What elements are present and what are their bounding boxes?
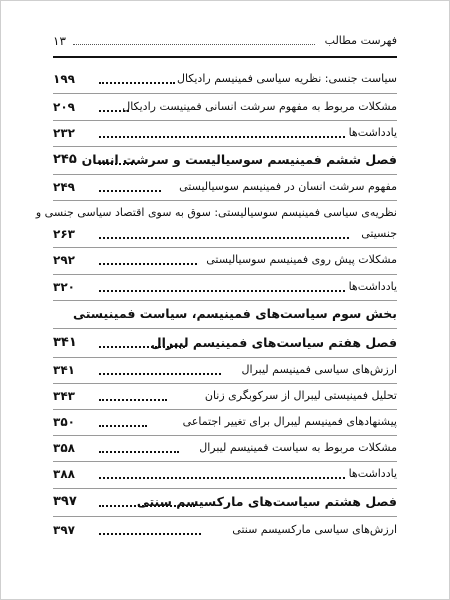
row-separator xyxy=(53,274,397,275)
leader-dots xyxy=(99,82,175,84)
toc-entry-title: ارزش‌های سیاسی مارکسیسم سنتی xyxy=(232,523,397,536)
toc-part-heading xyxy=(53,304,397,324)
leader-dots xyxy=(99,263,197,265)
leader-dots xyxy=(99,346,185,348)
toc-entry-page: ۲۰۹ xyxy=(53,100,75,114)
toc-entry xyxy=(53,69,397,89)
row-separator xyxy=(53,174,397,175)
header-rule xyxy=(53,56,397,58)
row-separator xyxy=(53,200,397,201)
toc-entry-title: یادداشت‌ها xyxy=(348,280,397,293)
toc-entry-title: پیشنهادهای فمینیسم لیبرال برای تغییر اجتماعی xyxy=(182,415,397,428)
leader-dots xyxy=(99,190,161,192)
leader-dots xyxy=(99,477,345,479)
row-separator xyxy=(53,146,397,147)
row-separator xyxy=(53,409,397,410)
toc-entry-title: ارزش‌های سیاسی فمینیسم لیبرال xyxy=(241,363,397,376)
toc-entry-title: فصل هشتم سیاست‌های مارکسیسم سنتی xyxy=(136,494,397,509)
toc-entry-page: ۳۸۸ xyxy=(53,467,75,481)
toc-entry xyxy=(53,520,397,540)
toc-entry xyxy=(53,277,397,297)
toc-entry-page: ۲۶۳ xyxy=(53,227,75,241)
toc-entry-title-line2: جنسیتی xyxy=(361,227,397,240)
row-separator xyxy=(53,120,397,121)
toc-entry-page: ۳۴۱ xyxy=(53,335,77,350)
toc-entry xyxy=(53,438,397,458)
toc-entry-title-line1: نظریه‌ی سیاسی فمینیسم سوسیالیستی: سوق به سوی اقتصاد سیاسی جنسی و xyxy=(35,206,397,219)
row-separator xyxy=(53,93,397,94)
toc-entry xyxy=(53,97,397,117)
toc-entry-title: مفهوم سرشت انسان در فمینیسم سوسیالیستی xyxy=(179,180,397,193)
leader-dots xyxy=(99,399,167,401)
toc-entry xyxy=(53,250,397,270)
toc-entry-title: سیاست جنسی: نظریه سیاسی فمینیسم رادیکال xyxy=(176,72,397,85)
row-separator xyxy=(53,488,397,489)
toc-entry xyxy=(53,464,397,484)
toc-entry-title: یادداشت‌ها xyxy=(348,467,397,480)
toc-entry-title: یادداشت‌ها xyxy=(348,126,397,139)
toc-entry-page: ۳۵۸ xyxy=(53,441,75,455)
leader-dots xyxy=(99,290,345,292)
toc-entry-page: ۳۹۷ xyxy=(53,494,77,509)
toc-entry-title: فصل هفتم سیاست‌های فمینیسم لیبرال xyxy=(150,335,397,350)
toc-entry-page: ۲۴۹ xyxy=(53,180,75,194)
row-separator xyxy=(53,516,397,517)
toc-entry xyxy=(53,360,397,380)
leader-dots xyxy=(99,237,349,239)
row-separator xyxy=(53,247,397,248)
toc-entry-page: ۳۹۷ xyxy=(53,523,75,537)
row-separator xyxy=(53,300,397,301)
toc-entry-title: فصل ششم فمینیسم سوسیالیست و سرشت انسان xyxy=(81,152,397,167)
toc-entry-page: ۲۹۲ xyxy=(53,253,75,267)
row-separator xyxy=(53,357,397,358)
toc-entry-page: ۱۹۹ xyxy=(53,72,75,86)
row-separator xyxy=(53,461,397,462)
toc-chapter-heading xyxy=(53,333,397,353)
toc-chapter-heading xyxy=(53,492,397,512)
toc-chapter-heading xyxy=(53,150,397,170)
toc-entry-page: ۳۲۰ xyxy=(53,280,75,294)
row-separator xyxy=(53,328,397,329)
toc-entry-page: ۳۵۰ xyxy=(53,415,75,429)
leader-dots xyxy=(99,451,179,453)
running-header xyxy=(53,34,397,52)
header-leader-dots xyxy=(73,44,315,45)
toc-entry xyxy=(53,123,397,143)
header-page-number: ۱۳ xyxy=(53,34,66,48)
toc-entry xyxy=(53,224,397,244)
leader-dots xyxy=(99,533,201,535)
toc-entry xyxy=(53,386,397,406)
toc-entry-page: ۳۴۳ xyxy=(53,389,75,403)
toc-entry-page: ۲۳۲ xyxy=(53,126,75,140)
leader-dots xyxy=(99,110,129,112)
row-separator xyxy=(53,435,397,436)
leader-dots xyxy=(99,373,221,375)
toc-entry-page: ۲۴۵ xyxy=(53,152,77,167)
toc-entry-title: مشکلات مربوط به سیاست فمینیسم لیبرال xyxy=(199,441,397,454)
leader-dots xyxy=(99,163,137,165)
toc-entry-title: مشکلات پیش روی فمینیسم سوسیالیستی xyxy=(206,253,397,266)
header-title: فهرست مطالب xyxy=(324,34,397,47)
toc-entry xyxy=(35,203,397,223)
toc-entry xyxy=(53,177,397,197)
leader-dots xyxy=(99,136,345,138)
toc-entry xyxy=(53,412,397,432)
toc-entry-title: مشکلات مربوط به مفهوم سرشت انسانی فمینیست رادیکال xyxy=(122,100,397,113)
toc-entry-page: ۳۴۱ xyxy=(53,363,75,377)
toc-part-title: بخش سوم سیاست‌های فمینیسم، سیاست فمینیستی xyxy=(73,306,397,321)
leader-dots xyxy=(99,505,195,507)
toc-entry-title: تحلیل فمینیستی لیبرال از سرکوبگری زنان xyxy=(204,389,397,402)
leader-dots xyxy=(99,425,147,427)
row-separator xyxy=(53,383,397,384)
